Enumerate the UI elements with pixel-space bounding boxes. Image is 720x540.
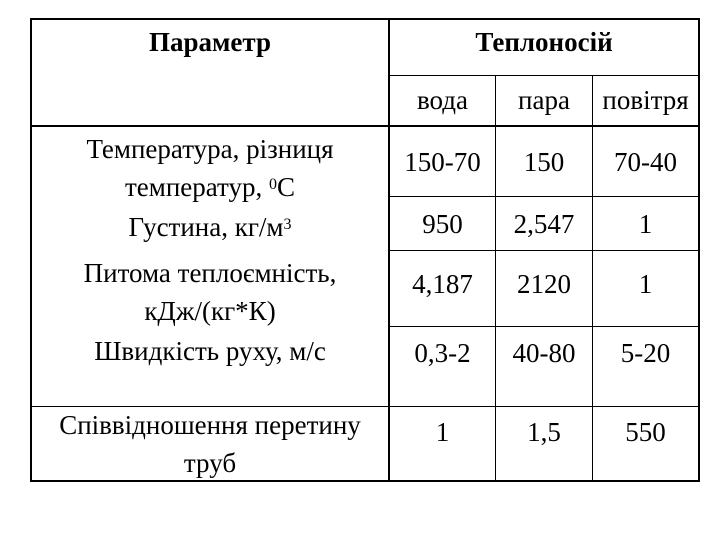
row-temperature-water: 150-70 — [404, 147, 481, 177]
header-parameter-label: Параметр — [148, 27, 271, 57]
row-temperature-line1: Температура, різниця — [86, 134, 334, 164]
row-pipe-ratio-param: Співвідношення перетину труб — [59, 410, 361, 478]
header-water — [390, 76, 495, 124]
row-temperature-steam: 150 — [523, 147, 565, 177]
row-temperature-air: 70-40 — [614, 147, 677, 177]
row-pipe-ratio-water: 1 — [435, 417, 450, 447]
row-pipe-ratio-steam: 1,5 — [527, 417, 561, 447]
header-steam-label: пара — [518, 85, 570, 115]
row-density-param: Густина, $кг/м^3$ — [128, 212, 292, 242]
header-heat-carrier-label: Теплоносій — [475, 27, 613, 57]
header-air — [593, 76, 698, 124]
row-density-steam: 2,547 — [513, 208, 575, 239]
row-velocity-air: 5-20 — [620, 338, 671, 368]
parameters-table — [30, 18, 700, 482]
row-density-water: 950 — [422, 208, 463, 239]
row-heat-capacity-steam: 2120 — [517, 269, 571, 299]
header-heat-carrier — [390, 22, 698, 62]
header-steam — [496, 76, 592, 124]
row-pipe-ratio-air: 550 — [625, 417, 666, 447]
row-velocity-param: Швидкість руху, м/с — [94, 336, 326, 366]
header-parameter — [32, 22, 388, 62]
row-heat-capacity-water: 4,187 — [412, 269, 473, 299]
divider-header — [32, 125, 698, 127]
row-heat-capacity-air: 1 — [638, 269, 653, 299]
row-temperature-line2: температур, $^0$С — [124, 172, 296, 202]
row-density-air: 1 — [638, 208, 653, 239]
row-temperature-param — [32, 130, 388, 206]
header-water-label: вода — [416, 85, 468, 115]
row-velocity-water: 0,3-2 — [414, 338, 471, 368]
row-velocity-steam: 40-80 — [512, 338, 576, 368]
row-heat-capacity-param: Питома теплоємність, кДж/(кг*К) — [83, 258, 337, 326]
divider-row3 — [388, 326, 698, 327]
header-air-label: повітря — [602, 85, 689, 115]
